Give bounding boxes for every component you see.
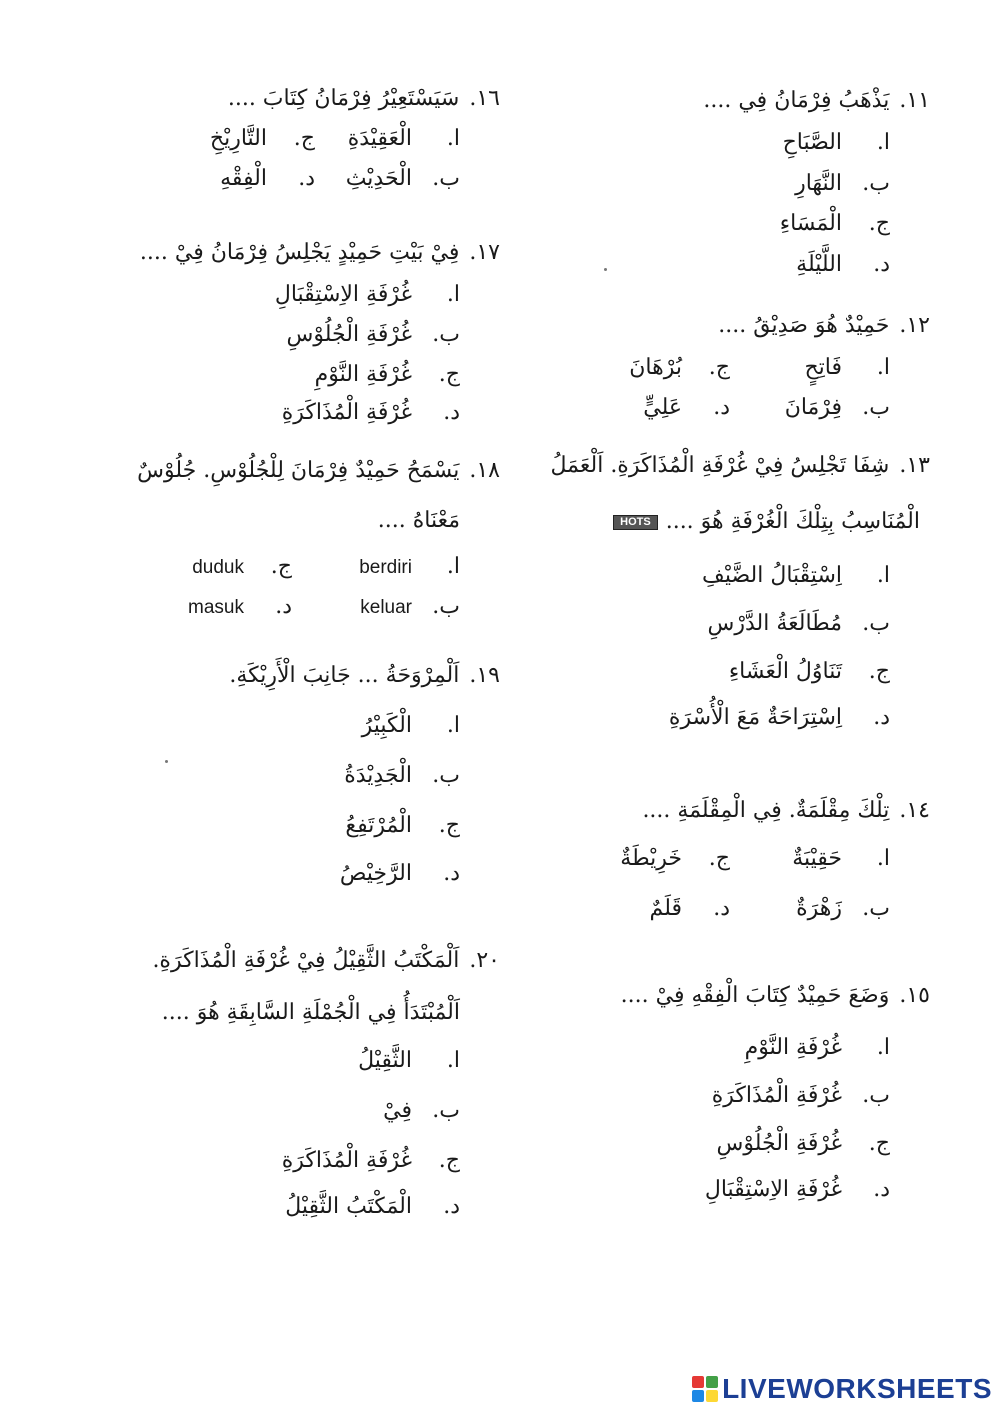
option-letter: ج.	[293, 126, 315, 151]
option-text: فِيْ	[383, 1098, 412, 1123]
option-c[interactable]	[282, 1150, 460, 1172]
option-b[interactable]	[360, 596, 460, 618]
option-letter: د.	[713, 896, 730, 921]
option-letter: ج.	[438, 362, 460, 387]
question-number: ١١.	[899, 88, 930, 113]
option-letter: ج.	[868, 1131, 890, 1156]
option-d[interactable]	[669, 707, 890, 729]
option-text: الثَّقِيْلُ	[358, 1048, 412, 1073]
question-number: ٢٠.	[469, 948, 500, 973]
option-letter: ج.	[438, 1148, 460, 1173]
option-a[interactable]	[358, 1050, 460, 1072]
scan-speck	[165, 760, 168, 763]
option-letter: ب.	[862, 896, 890, 921]
option-text: masuk	[188, 597, 244, 618]
question-16	[100, 88, 500, 198]
liveworksheets-brand[interactable]	[692, 1373, 992, 1405]
option-text: تَنَاوُلُ الْعَشَاءِ	[728, 659, 842, 684]
option-letter: ا.	[446, 126, 460, 151]
option-text: خَرِيْطَةٌ	[620, 846, 682, 871]
question-20	[100, 950, 500, 1225]
option-letter: د.	[873, 252, 890, 277]
logo-square-green	[706, 1376, 718, 1388]
option-text: قَلَمٌ	[649, 896, 682, 921]
option-text: keluar	[360, 597, 412, 618]
question-stem: اَلْمِرْوَحَةُ ... جَانِبَ الْأَرِيْكَةِ.	[229, 663, 460, 688]
option-text: حَقِيْبَةٌ	[792, 846, 842, 871]
option-text: الرَّخِيْصُ	[339, 861, 412, 886]
liveworksheets-logo-icon	[692, 1376, 718, 1402]
option-c[interactable]	[315, 364, 460, 386]
option-letter: د.	[873, 705, 890, 730]
option-d[interactable]	[340, 863, 460, 885]
option-letter: ا.	[446, 1048, 460, 1073]
question-stem-line2: مَعْنَاهُ ....	[377, 508, 460, 533]
option-text: غُرْفَةِ النَّوْمِ	[744, 1035, 842, 1060]
option-b[interactable]	[346, 168, 460, 190]
option-c[interactable]	[210, 128, 315, 150]
option-letter: ب.	[432, 322, 460, 347]
option-d[interactable]	[643, 397, 730, 419]
option-b[interactable]	[708, 613, 890, 635]
option-letter: ج.	[708, 846, 730, 871]
question-number: ١٩.	[469, 663, 500, 688]
question-stem: اَلْمَكْتَبُ الثَّقِيْلُ فِيْ غُرْفَةِ الْمُذَاكَرَةِ.	[152, 948, 460, 973]
option-letter: ا.	[876, 846, 890, 871]
option-c[interactable]	[620, 848, 730, 870]
question-stem-line2: الْمُنَاسِبُ بِتِلْكَ الْغُرْفَةِ هُوَ ....	[665, 509, 920, 534]
option-letter: ج.	[270, 554, 292, 579]
question-13	[520, 455, 930, 735]
option-letter: د.	[443, 400, 460, 425]
option-letter: ج.	[868, 659, 890, 684]
option-d[interactable]	[188, 596, 292, 618]
option-text: اِسْتِرَاحَةٌ مَعَ الْأُسْرَةِ	[668, 705, 842, 730]
option-b[interactable]	[712, 1085, 890, 1107]
option-c[interactable]	[629, 357, 730, 379]
option-a[interactable]	[275, 284, 460, 306]
question-12	[510, 315, 930, 425]
option-b[interactable]	[344, 765, 460, 787]
option-text: غُرْفَةِ الْجُلُوْسِ	[286, 322, 412, 347]
option-a[interactable]	[783, 132, 890, 154]
option-a[interactable]	[804, 357, 890, 379]
option-a[interactable]	[359, 556, 460, 578]
option-b[interactable]	[287, 324, 460, 346]
option-text: الْجَدِيْدَةُ	[344, 763, 412, 788]
question-number: ١٥.	[899, 983, 930, 1008]
option-letter: د.	[275, 594, 292, 619]
question-number: ١٧.	[469, 240, 500, 265]
option-text: النَّهَارِ	[795, 171, 842, 196]
question-stem: فِيْ بَيْتِ حَمِيْدٍ يَجْلِسُ فِرْمَانُ فِيْ ....	[139, 240, 460, 265]
option-letter: ا.	[876, 1035, 890, 1060]
option-text: الْمَكْتَبُ الثَّقِيْلُ	[285, 1194, 412, 1219]
option-d[interactable]	[282, 402, 460, 424]
option-text: duduk	[192, 557, 244, 578]
option-letter: ب.	[862, 611, 890, 636]
option-d[interactable]	[796, 254, 890, 276]
option-text: غُرْفَةِ الْمُذَاكَرَةِ	[281, 400, 412, 425]
option-c[interactable]	[717, 1133, 890, 1155]
question-stem: تِلْكَ مِقْلَمَةٌ. فِي الْمِقْلَمَةِ ....	[642, 798, 890, 823]
option-text: غُرْفَةِ الْمُذَاكَرَةِ	[281, 1148, 412, 1173]
option-text: غُرْفَةِ الاِسْتِقْبَالِ	[704, 1177, 842, 1202]
option-text: عَلِيٍّ	[643, 395, 682, 420]
question-stem: وَضَعَ حَمِيْدٌ كِتَابَ الْفِقْهِ فِيْ ....	[620, 983, 890, 1008]
option-letter: ب.	[432, 1098, 460, 1123]
option-letter: ا.	[446, 713, 460, 738]
option-b[interactable]	[796, 898, 890, 920]
option-a[interactable]	[702, 565, 890, 587]
option-d[interactable]	[705, 1179, 890, 1201]
option-c[interactable]	[192, 556, 292, 578]
question-15	[510, 985, 930, 1205]
question-number: ١٢.	[899, 313, 930, 338]
option-text: اِسْتِقْبَالُ الضَّيْفِ	[702, 563, 842, 588]
option-letter: د.	[443, 1194, 460, 1219]
option-letter: ج.	[708, 355, 730, 380]
option-letter: ا.	[876, 563, 890, 588]
option-letter: ب.	[862, 395, 890, 420]
question-19	[100, 665, 500, 885]
option-letter: ب.	[862, 171, 890, 196]
question-number: ١٣.	[899, 453, 930, 478]
option-a[interactable]	[348, 128, 460, 150]
question-number: ١٦.	[469, 86, 500, 111]
option-letter: د.	[443, 861, 460, 886]
option-text: بُرْهَانَ	[629, 355, 682, 380]
option-text: berdiri	[359, 557, 412, 578]
question-number: ١٨.	[469, 458, 500, 483]
option-letter: ا.	[876, 130, 890, 155]
option-letter: ب.	[432, 594, 460, 619]
option-text: الْفِقْهِ	[220, 166, 267, 191]
logo-square-blue	[692, 1390, 704, 1402]
option-text: التَّارِيْخِ	[209, 126, 267, 151]
question-stem: شِفَا تَجْلِسُ فِيْ غُرْفَةِ الْمُذَاكَرَةِ. اَلْعَمَلُ	[550, 453, 890, 478]
option-letter: ب.	[432, 763, 460, 788]
option-d[interactable]	[650, 898, 730, 920]
question-14	[510, 800, 930, 920]
question-stem: يَذْهَبُ فِرْمَانُ فِي ....	[703, 88, 890, 113]
option-text: غُرْفَةِ الْجُلُوْسِ	[716, 1131, 842, 1156]
option-c[interactable]	[345, 815, 460, 837]
option-d[interactable]	[220, 168, 315, 190]
option-c[interactable]	[780, 213, 890, 235]
question-18	[100, 460, 500, 620]
option-b[interactable]	[795, 173, 890, 195]
logo-square-red	[692, 1376, 704, 1388]
option-text: غُرْفَةِ الاِسْتِقْبَالِ	[274, 282, 412, 307]
question-stem: يَسْمَحُ حَمِيْدٌ فِرْمَانَ لِلْجُلُوْسِ. جُلُوْسٌ	[137, 458, 460, 483]
option-letter: ج.	[868, 211, 890, 236]
option-text: الصَّبَاحِ	[782, 130, 842, 155]
option-d[interactable]	[285, 1196, 460, 1218]
option-letter: ج.	[438, 813, 460, 838]
option-text: اللَّيْلَةِ	[796, 252, 842, 277]
option-letter: د.	[713, 395, 730, 420]
brand-name: LIVEWORKSHEETS	[722, 1373, 992, 1404]
question-stem-line2: اَلْمُبْتَدَأُ فِي الْجُمْلَةِ السَّابِقَةِ هُوَ ....	[161, 1000, 460, 1025]
question-stem: حَمِيْدٌ هُوَ صَدِيْقُ ....	[718, 313, 890, 338]
option-letter: ا.	[446, 282, 460, 307]
question-stem: سَيَسْتَعِيْرُ فِرْمَانُ كِتَابَ ....	[227, 86, 460, 111]
option-text: الْكَبِيْرُ	[361, 713, 412, 738]
scan-speck	[604, 268, 607, 271]
option-c[interactable]	[729, 661, 890, 683]
option-text: الْعَقِيْدَةِ	[347, 126, 412, 151]
option-text: غُرْفَةِ النَّوْمِ	[314, 362, 412, 387]
option-b[interactable]	[785, 397, 890, 419]
option-a[interactable]	[792, 848, 890, 870]
option-text: الْحَدِيْثِ	[345, 166, 412, 191]
option-text: الْمُرْتَفِعُ	[345, 813, 412, 838]
question-17	[100, 240, 500, 425]
option-letter: ب.	[862, 1083, 890, 1108]
option-text: غُرْفَةِ الْمُذَاكَرَةِ	[711, 1083, 842, 1108]
option-letter: د.	[873, 1177, 890, 1202]
option-text: فَاتِحٍ	[804, 355, 842, 380]
option-letter: ا.	[876, 355, 890, 380]
logo-square-yellow	[706, 1390, 718, 1402]
question-11	[550, 90, 930, 280]
question-number: ١٤.	[899, 798, 930, 823]
option-letter: ا.	[446, 554, 460, 579]
option-text: زَهْرَةٌ	[796, 896, 842, 921]
option-b[interactable]	[383, 1100, 460, 1122]
option-text: مُطَالَعَةُ الدَّرْسِ	[707, 611, 842, 636]
hots-badge: HOTS	[613, 515, 658, 530]
option-letter: د.	[298, 166, 315, 191]
option-text: الْمَسَاءِ	[779, 211, 842, 236]
option-text: فِرْمَانَ	[784, 395, 842, 420]
option-a[interactable]	[745, 1037, 890, 1059]
option-letter: ب.	[432, 166, 460, 191]
option-a[interactable]	[362, 715, 460, 737]
